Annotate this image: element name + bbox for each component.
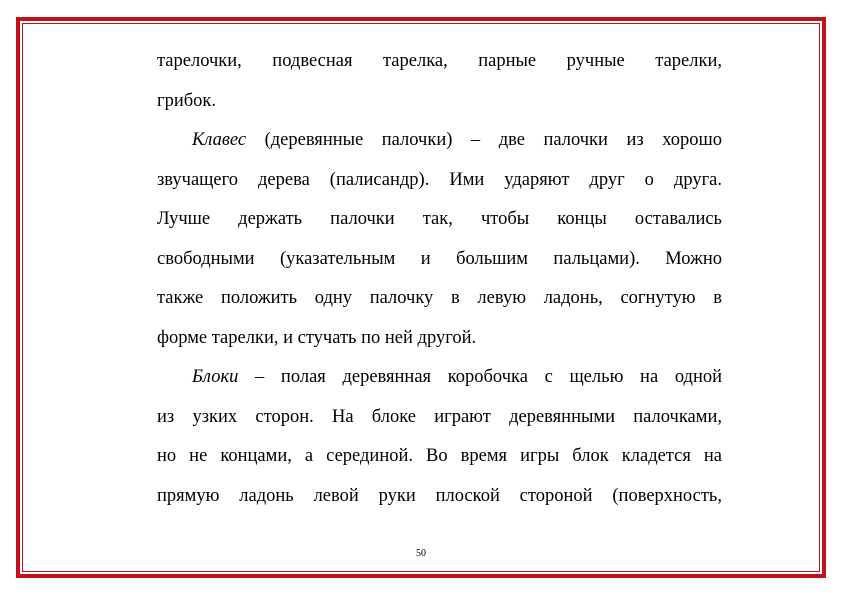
text-line: [157, 477, 722, 517]
term-claves: Клавес: [192, 130, 247, 150]
line-text: – полая деревянная коробочка с щелью на одной: [238, 367, 722, 387]
term-blocks: Блоки: [192, 367, 239, 387]
text-line: [157, 358, 722, 398]
text-line: [157, 240, 722, 280]
line-text: форме тарелки, и стучать по ней другой.: [157, 327, 477, 348]
line-text: Лучше держать палочки так, чтобы концы оставались: [157, 209, 722, 229]
line-text: грибок.: [157, 90, 217, 111]
line-text: также положить одну палочку в левую ладонь, согнутую в: [157, 288, 722, 308]
line-text: из узких сторон. На блоке играют деревянными палочками,: [157, 406, 722, 427]
text-line: [157, 42, 722, 82]
line-text: прямую ладонь левой руки плоской стороной (поверхность,: [157, 485, 722, 506]
line-text: свободными (указательным и большим пальцами). Можно: [157, 248, 722, 269]
text-line: [157, 437, 722, 477]
text-line: [157, 200, 722, 240]
text-line: [157, 319, 722, 359]
text-line: [157, 82, 722, 122]
text-line: [157, 161, 722, 201]
line-text: звучащего дерева (палисандр). Ими ударяют друг о друга.: [157, 169, 722, 190]
line-text: (деревянные палочки) – две палочки из хорошо: [246, 130, 722, 150]
body-text: [157, 42, 722, 516]
page-number: 50: [416, 548, 426, 559]
text-line: [157, 279, 722, 319]
line-text: но не концами, а серединой. Во время игры блок кладется на: [157, 446, 722, 466]
line-text: тарелочки, подвесная тарелка, парные ручные тарелки,: [157, 51, 722, 71]
text-line: [157, 398, 722, 438]
text-line: [157, 121, 722, 161]
